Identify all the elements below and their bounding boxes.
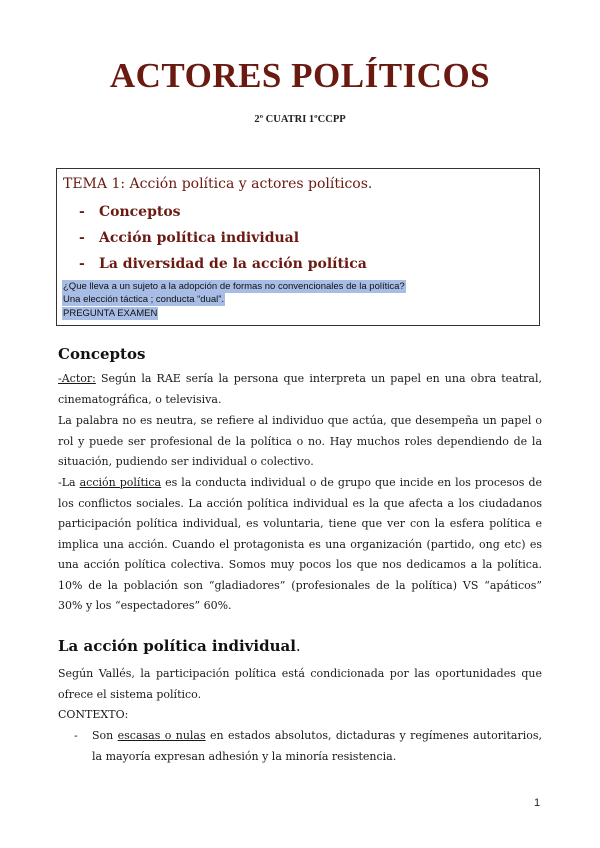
list-item-escasas: - Son escasas o nulas en estados absolutos, dictaduras y regímenes autoritarios, la mayoría expresan adhesión y la minoría resistencia. <box>74 729 542 763</box>
context-label: CONTEXTO: <box>58 708 129 721</box>
accion-politica-term: acción política <box>79 476 162 489</box>
page-number: 1 <box>534 797 541 809</box>
topic-list-item: - Conceptos <box>79 204 181 220</box>
section-heading-conceptos: Conceptos <box>58 345 146 363</box>
paragraph-actor: -Actor: Según la RAE sería la persona que interpreta un papel en una obra teatral, cinematográfica, o televisiva. <box>58 372 542 406</box>
document-title: ACTORES POLÍTICOS <box>109 56 491 95</box>
topic-heading: TEMA 1: Acción política y actores políticos. <box>63 176 373 192</box>
paragraph-role: La palabra no es neutra, se refiere al individuo que actúa, que desempeña un papel o rol y puede ser profesional de la política o no. Hay muchos roles dependiendo de la situación, pudiendo ser individual o colectivo. <box>58 414 542 468</box>
document-subtitle: 2º CUATRI 1ºCCPP <box>254 114 346 125</box>
highlight-answer: Una elección táctica ; conducta “dual”. <box>63 294 225 305</box>
topic-list <box>79 202 367 280</box>
highlight-exam-note: PREGUNTA EXAMEN <box>63 308 158 319</box>
topic-list-item: - Acción política individual <box>79 230 300 246</box>
section-heading-accion-individual: La acción política individual. <box>58 637 301 655</box>
paragraph-valles: Según Vallés, la participación política está condicionada por las oportunidades que ofrece el sistema político. <box>58 667 542 701</box>
escasas-term: escasas o nulas <box>117 729 206 742</box>
highlight-question: ¿Que lleva a un sujeto a la adopción de formas no convencionales de la política? <box>63 281 405 292</box>
topic-list-item: - La diversidad de la acción política <box>79 256 367 272</box>
paragraph-accion-politica: -La acción política es la conducta individual o de grupo que incide en los procesos de los conflictos sociales. La acción política individual es la que afecta a los ciudadanos participación política individual, es voluntaria, tiene que ver con la esfera política e implica una acción. Cuando el protagonista es una organización (partido, ong etc) es una acción política colectiva. Somos muy pocos los que nos dedicamos a la política. 10% de la población son “gladiadores” (profesionales de la política) VS “apáticos” 30% y los “espectadores” 60%. <box>58 476 543 612</box>
actor-label: -Actor: <box>58 372 96 385</box>
topic-box <box>56 168 540 326</box>
